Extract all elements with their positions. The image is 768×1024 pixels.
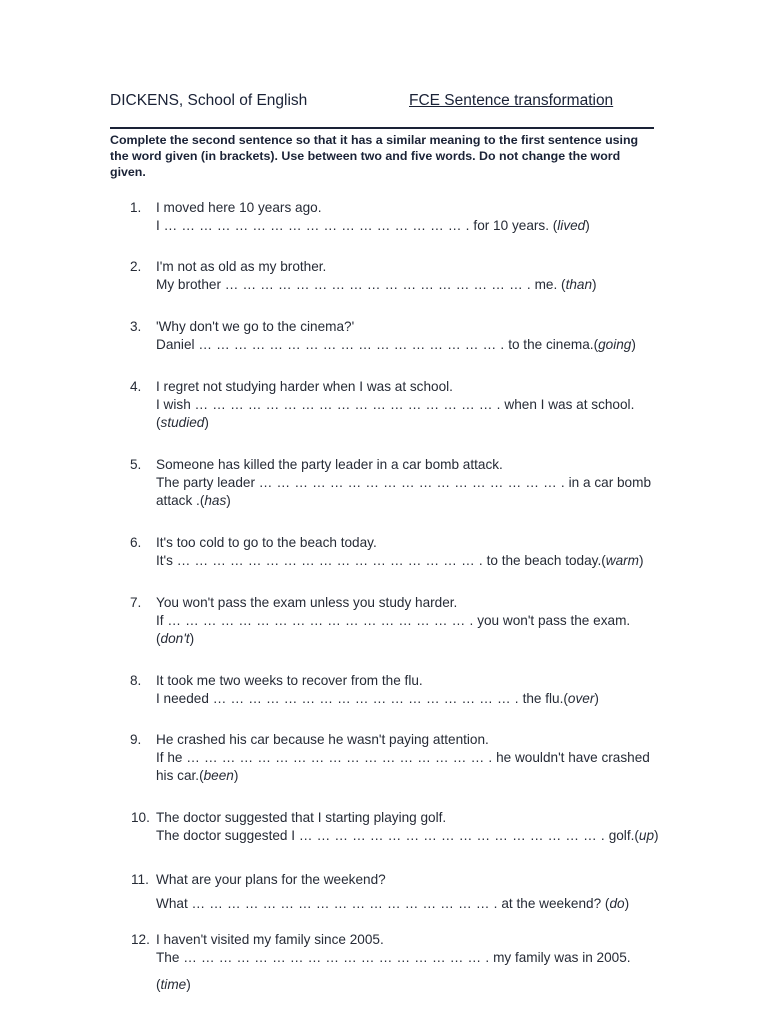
answer-start: Daniel: [156, 336, 195, 352]
answer-line: [156, 336, 656, 354]
answer-start: If he: [156, 749, 183, 765]
item-number: 12.: [131, 932, 150, 947]
item-number: 4.: [130, 379, 142, 394]
key-word: over: [567, 690, 595, 706]
answer-line-continued: [156, 414, 656, 432]
item-number: 9.: [130, 732, 142, 747]
original-sentence: Someone has killed the party leader in a car bomb attack.: [156, 457, 503, 472]
answer-blank: … … … … … … … … … … … … … … … … … .: [163, 217, 470, 233]
answer-line: [156, 690, 656, 708]
answer-start: I needed: [156, 690, 209, 706]
original-sentence: I'm not as old as my brother.: [156, 259, 327, 274]
key-word: going: [598, 336, 632, 352]
answer-blank: … … … … … … … … … … … … … … … … … .: [298, 827, 605, 843]
item-number: 3.: [130, 319, 142, 334]
original-sentence: He crashed his car because he wasn't paying attention.: [156, 732, 489, 747]
answer-start: My brother: [156, 276, 221, 292]
answer-blank: … … … … … … … … … … … … … … … … … .: [191, 895, 498, 911]
key-word: do: [609, 895, 625, 911]
key-word-open: (: [156, 414, 161, 430]
answer-blank: … … … … … … … … … … … … … … … … … .: [194, 396, 501, 412]
original-sentence: It's too cold to go to the beach today.: [156, 535, 377, 550]
answer-line-continued: [156, 630, 656, 648]
answer-blank: … … … … … … … … … … … … … … … … … .: [224, 276, 531, 292]
key-word-open: (: [156, 976, 161, 992]
key-word-close: ): [638, 552, 644, 568]
answer-line: [156, 827, 659, 845]
answer-end: my family was in 2005.: [493, 949, 631, 965]
answer-end: at the weekend? (: [501, 895, 610, 911]
key-word-open: (: [156, 630, 161, 646]
answer-end: for 10 years. (: [473, 217, 558, 233]
key-word-close: ): [204, 414, 209, 430]
answer-blank: … … … … … … … … … … … … … … … … … .: [186, 749, 493, 765]
answer-line-continued: [156, 976, 656, 994]
key-word: time: [160, 976, 187, 992]
answer-line: [156, 612, 656, 630]
key-word-close: ): [233, 767, 239, 783]
answer-blank: … … … … … … … … … … … … … … … … … .: [198, 336, 505, 352]
answer-start: What: [156, 895, 188, 911]
original-sentence: I regret not studying harder when I was at school.: [156, 379, 453, 394]
answer-end: the flu.(: [522, 690, 568, 706]
key-word-close: ): [189, 630, 195, 646]
answer-blank: … … … … … … … … … … … … … … … … … .: [258, 474, 565, 490]
original-sentence: It took me two weeks to recover from the flu.: [156, 673, 423, 688]
key-word: than: [565, 276, 593, 292]
item-number: 8.: [130, 673, 142, 688]
item-number: 7.: [130, 595, 142, 610]
answer-blank: … … … … … … … … … … … … … … … … … .: [212, 690, 519, 706]
original-sentence: 'Why don't we go to the cinema?': [156, 319, 355, 334]
key-word: up: [638, 827, 655, 843]
instructions: Complete the second sentence so that it has a similar meaning to the first sentence using the word given (in brackets). Use between two and five words. Do not change the word given.: [110, 133, 639, 179]
original-sentence: You won't pass the exam unless you study harder.: [156, 595, 458, 610]
original-sentence: What are your plans for the weekend?: [156, 872, 386, 887]
item-number: 11.: [131, 872, 149, 887]
answer-start: I wish: [156, 396, 191, 412]
answer-start: The: [156, 949, 180, 965]
key-word-close: ): [592, 276, 597, 292]
key-word: has: [204, 492, 227, 508]
item-number: 10.: [131, 810, 150, 825]
answer-end: he wouldn't have crashed: [496, 749, 650, 765]
key-word-close: ): [631, 336, 636, 352]
item-number: 2.: [130, 259, 142, 274]
key-word-open: attack .(: [156, 492, 205, 508]
answer-end: in a car bomb: [568, 474, 651, 490]
answer-end: when I was at school.: [504, 396, 635, 412]
answer-line-continued: [156, 492, 656, 510]
key-word-close: ): [186, 976, 191, 992]
answer-line-continued: [156, 767, 656, 785]
answer-line: [156, 474, 656, 492]
item-number: 1.: [130, 200, 142, 215]
answer-start: The party leader: [156, 474, 255, 490]
original-sentence: I moved here 10 years ago.: [156, 200, 322, 215]
answer-start: It's: [156, 552, 173, 568]
original-sentence: The doctor suggested that I starting playing golf.: [156, 810, 447, 825]
key-word-close: ): [624, 895, 630, 911]
answer-start: If: [156, 612, 164, 628]
key-word: studied: [160, 414, 205, 430]
key-word: lived: [557, 217, 586, 233]
school-name: DICKENS, School of English: [110, 92, 308, 109]
answer-start: The doctor suggested I: [156, 827, 296, 843]
answer-line: [156, 396, 656, 414]
answer-blank: … … … … … … … … … … … … … … … … … .: [167, 612, 474, 628]
key-word-close: ): [226, 492, 231, 508]
answer-line: [156, 552, 656, 570]
key-word: warm: [605, 552, 639, 568]
answer-line: [156, 217, 656, 235]
answer-end: golf.(: [608, 827, 639, 843]
answer-end: to the cinema.(: [508, 336, 599, 352]
answer-end: to the beach today.(: [486, 552, 606, 568]
answer-line: [156, 749, 656, 767]
answer-line: [156, 276, 656, 294]
answer-end: me. (: [534, 276, 566, 292]
answer-line: [156, 895, 656, 913]
answer-blank: … … … … … … … … … … … … … … … … … .: [183, 949, 490, 965]
key-word-close: ): [594, 690, 599, 706]
answer-line: [156, 949, 656, 967]
original-sentence: I haven't visited my family since 2005.: [156, 932, 384, 947]
worksheet-title: FCE Sentence transformation: [409, 92, 614, 109]
answer-start: I: [156, 217, 160, 233]
item-number: 6.: [130, 535, 142, 550]
answer-end: you won't pass the exam.: [477, 612, 631, 628]
key-word: been: [203, 767, 234, 783]
key-word-close: ): [654, 827, 659, 843]
answer-blank: … … … … … … … … … … … … … … … … … .: [176, 552, 483, 568]
header-rule: [110, 127, 654, 129]
key-word: don't: [160, 630, 190, 646]
key-word-close: ): [585, 217, 590, 233]
item-number: 5.: [130, 457, 142, 472]
key-word-open: his car.(: [156, 767, 204, 783]
